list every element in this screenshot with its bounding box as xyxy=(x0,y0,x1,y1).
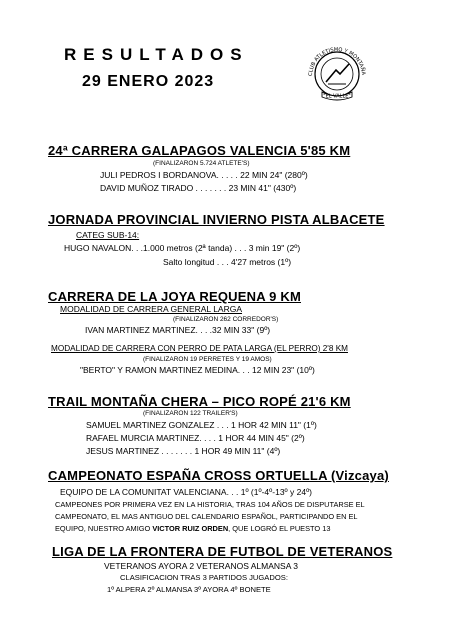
club-logo xyxy=(302,40,372,102)
result-samuel-martinez: SAMUEL MARTINEZ GONZALEZ . . . 1 HOR 42 MIN 11" (1º) xyxy=(86,420,317,430)
result-david-munoz: DAVID MUÑOZ TIRADO . . . . . . . 23 MIN 41" (430º) xyxy=(100,183,297,193)
logo-arc-text: CLUB ATLETISMO Y MONTAÑA xyxy=(307,46,367,77)
note-finalizaron-joya: (FINALIZARON 262 CORREDOR'S) xyxy=(173,316,279,323)
result-hugo-navalon: HUGO NAVALON. . .1.000 metros (2ª tanda) . . . 3 min 19" (2º) xyxy=(64,243,301,253)
modalidad-general-larga: MODALIDAD DE CARRERA GENERAL LARGA xyxy=(60,304,243,314)
heading-campeonato-cross: CAMPEONATO ESPAÑA CROSS ORTUELLA (Vizcaya) xyxy=(48,468,389,483)
heading-carrera-joya: CARRERA DE LA JOYA REQUENA 9 KM xyxy=(48,289,301,304)
note-finalizaron-galapagos: (FINALIZARON 5.724 ATLETE'S) xyxy=(153,160,250,167)
result-veteranos: VETERANOS AYORA 2 VETERANOS ALMANSA 3 xyxy=(104,561,298,571)
result-salto-longitud: Salto longitud . . . 4'27 metros (1º) xyxy=(163,257,292,267)
result-jesus-martinez: JESUS MARTINEZ . . . . . . . 1 HOR 49 MIN 11" (4º) xyxy=(86,446,281,456)
text-campeones-2: CAMPEONATO, EL MAS ANTIGUO DEL CALENDARIO ESPAÑOL, PARTICIPANDO EN EL xyxy=(55,512,358,521)
result-juli-pedros: JULI PEDROS I BORDANOVA. . . . . 22 MIN 24" (280º) xyxy=(100,170,308,180)
text-campeones-1: CAMPEONES POR PRIMERA VEZ EN LA HISTORIA, TRAS 104 AÑOS DE DISPUTARSE EL xyxy=(55,500,365,509)
note-finalizaron-trail: (FINALIZARON 122 TRAILER'S) xyxy=(143,410,238,417)
runner-icon xyxy=(326,64,349,82)
categ-sub14: CATEG SUB-14: xyxy=(76,230,140,240)
heading-galapagos: 24ª CARRERA GALAPAGOS VALENCIA 5'85 KM xyxy=(48,143,351,158)
note-finalizaron-perros: (FINALIZARON 19 PERRETES Y 19 AMOS) xyxy=(143,356,272,363)
result-ivan-martinez: IVAN MARTINEZ MARTINEZ. . . .32 MIN 33" (9º) xyxy=(85,325,271,335)
page-title: RESULTADOS xyxy=(64,45,249,64)
result-rafael-murcia: RAFAEL MURCIA MARTINEZ. . . . 1 HOR 44 MIN 45" (2º) xyxy=(86,433,305,443)
logo-ribbon-text: "EL VALLE" xyxy=(323,93,351,100)
clasificacion-list: 1º ALPERA 2º ALMANSA 3º AYORA 4º BONETE xyxy=(107,585,271,594)
result-berto-ramon: "BERTO" Y RAMON MARTINEZ MEDINA. . . 12 MIN 23" (10º) xyxy=(80,365,315,375)
heading-jornada-provincial: JORNADA PROVINCIAL INVIERNO PISTA ALBACETE xyxy=(48,212,385,227)
text-campeones-3: EQUIPO, NUESTRO AMIGO VICTOR RUIZ ORDEN, QUE LOGRÓ EL PUESTO 13 xyxy=(55,524,331,533)
clasificacion-title: CLASIFICACION TRAS 3 PARTIDOS JUGADOS: xyxy=(120,573,288,582)
page-date: 29 ENERO 2023 xyxy=(82,73,215,90)
heading-liga-frontera: LIGA DE LA FRONTERA DE FUTBOL DE VETERANOS xyxy=(52,544,393,559)
heading-trail-chera: TRAIL MONTAÑA CHERA – PICO ROPÉ 21'6 KM xyxy=(48,394,351,409)
modalidad-perro: MODALIDAD DE CARRERA CON PERRO DE PATA LARGA (EL PERRO) 2'8 KM xyxy=(51,344,348,353)
victor-ruiz-orden: VICTOR RUIZ ORDEN xyxy=(152,524,229,533)
result-equipo-cv: EQUIPO DE LA COMUNITAT VALENCIANA. . . 1º (1º-4º-13º y 24º) xyxy=(60,487,313,497)
